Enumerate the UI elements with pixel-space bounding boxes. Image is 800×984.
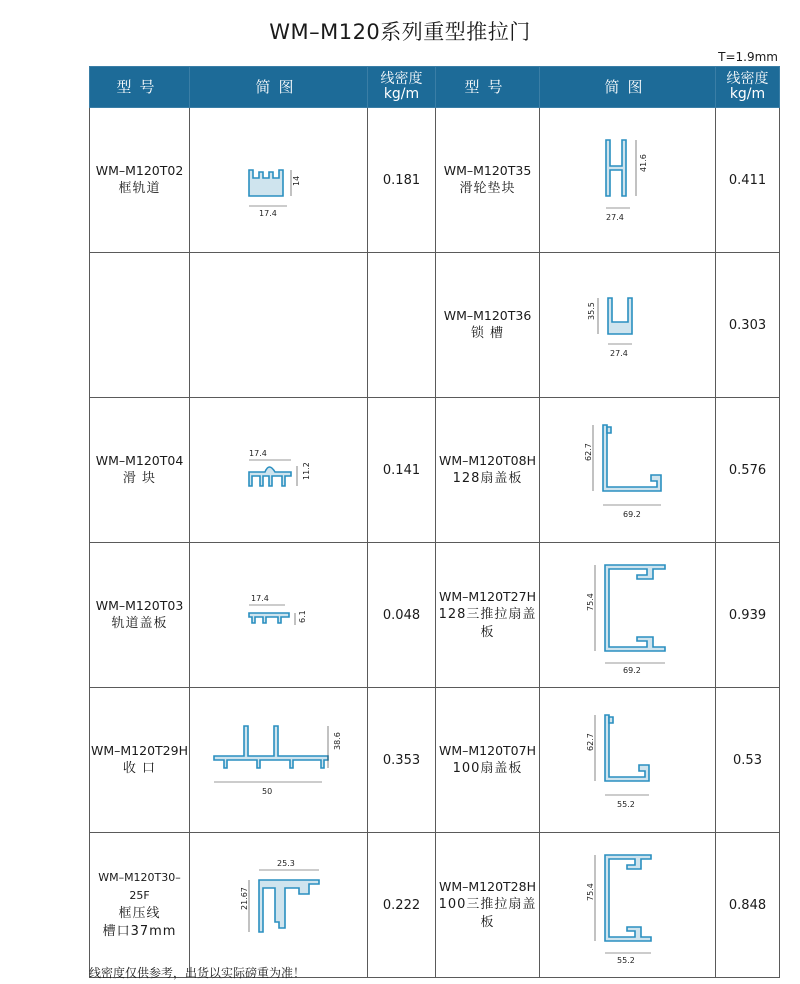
page-title: WM–M120系列重型推拉门	[269, 20, 531, 44]
model-code: WM–M120T08H	[439, 453, 536, 468]
table-row	[90, 688, 780, 833]
profile-drawing	[190, 108, 368, 253]
model-cell	[436, 688, 540, 833]
thickness-note: T=1.9mm	[718, 50, 778, 64]
model-code: WM–M120T07H	[439, 743, 536, 758]
profile-drawing	[190, 253, 368, 398]
weight-value: 0.411	[716, 108, 780, 253]
profile-drawing	[540, 398, 716, 543]
header-type: 型号	[436, 67, 540, 108]
weight-value: 0.303	[716, 253, 780, 398]
profile-drawing	[190, 833, 368, 978]
weight-value	[368, 253, 436, 398]
profile-drawing	[190, 543, 368, 688]
model-cell	[436, 398, 540, 543]
table-row	[90, 398, 780, 543]
header-density: 线密度 kg/m	[716, 67, 780, 108]
dim-label: 55.2	[616, 800, 635, 809]
model-name: 轨道盖板	[111, 616, 168, 631]
dim-label: 14	[291, 175, 301, 186]
model-cell	[436, 253, 540, 398]
profile-drawing	[540, 253, 716, 398]
dim-label: 11.2	[301, 462, 311, 480]
dim-label: 25.3	[276, 859, 295, 868]
model-code: WM–M120T29H	[91, 743, 188, 758]
model-code: WM–M120T28H	[439, 879, 536, 894]
dim-label: 17.4	[250, 594, 269, 603]
model-name: 100三推拉扇盖板	[438, 897, 537, 930]
model-name: 收 口	[122, 761, 157, 776]
dim-label: 69.2	[622, 510, 641, 519]
dim-label: 75.4	[585, 883, 595, 901]
model-name: 框轨道	[118, 181, 161, 196]
model-cell	[90, 398, 190, 543]
weight-value: 0.53	[716, 688, 780, 833]
model-cell	[436, 108, 540, 253]
weight-value: 0.181	[368, 108, 436, 253]
dim-label: 27.4	[605, 213, 624, 222]
table-row	[90, 253, 780, 398]
dim-label: 75.4	[585, 593, 595, 611]
dim-label: 41.6	[638, 154, 648, 172]
profile-drawing	[540, 688, 716, 833]
model-code: WM–M120T27H	[439, 589, 536, 604]
weight-value: 0.353	[368, 688, 436, 833]
model-cell	[90, 108, 190, 253]
model-name: 128三推拉扇盖板	[438, 607, 537, 640]
model-cell	[436, 543, 540, 688]
model-cell	[90, 688, 190, 833]
dim-label: 27.4	[609, 349, 628, 358]
table-header-row	[90, 67, 780, 108]
weight-value: 0.222	[368, 833, 436, 978]
model-name: 框压线	[118, 906, 161, 921]
model-name-line2: 槽口37mm	[102, 924, 177, 939]
header-drawing: 简图	[540, 67, 716, 108]
model-code: WM–M120T30–25F	[98, 871, 181, 902]
model-name: 锁 槽	[470, 326, 505, 341]
model-cell	[90, 543, 190, 688]
dim-label: 62.7	[583, 443, 593, 461]
dim-label: 62.7	[585, 733, 595, 751]
dim-label: 6.1	[297, 610, 307, 623]
model-code: WM–M120T02	[95, 163, 184, 178]
header-drawing: 简图	[190, 67, 368, 108]
model-name: 滑轮垫块	[459, 181, 516, 196]
weight-value: 0.939	[716, 543, 780, 688]
dim-label: 21.67	[239, 887, 249, 910]
table-row	[90, 543, 780, 688]
model-code: WM–M120T36	[443, 308, 532, 323]
profile-drawing	[540, 108, 716, 253]
dim-label: 55.2	[616, 956, 635, 965]
profile-drawing	[190, 688, 368, 833]
dim-label: 17.4	[258, 209, 277, 218]
profile-table	[89, 66, 780, 978]
dim-label: 50	[261, 787, 272, 796]
model-cell	[90, 253, 190, 398]
dim-label: 35.5	[586, 302, 596, 320]
model-code: WM–M120T35	[443, 163, 532, 178]
model-code: WM–M120T03	[95, 598, 184, 613]
weight-value: 0.048	[368, 543, 436, 688]
profile-drawing	[540, 543, 716, 688]
footnote: 线密度仅供参考，出货以实际磅重为准！	[89, 966, 306, 980]
model-code: WM–M120T04	[95, 453, 184, 468]
model-cell	[90, 833, 190, 978]
model-name: 128扇盖板	[452, 471, 523, 486]
weight-value: 0.848	[716, 833, 780, 978]
weight-value: 0.141	[368, 398, 436, 543]
weight-value: 0.576	[716, 398, 780, 543]
table-row	[90, 833, 780, 978]
model-name: 100扇盖板	[452, 761, 523, 776]
header-type: 型号	[90, 67, 190, 108]
dim-label: 38.6	[332, 732, 342, 750]
header-density: 线密度 kg/m	[368, 67, 436, 108]
dim-label: 69.2	[622, 666, 641, 675]
profile-drawing	[190, 398, 368, 543]
model-name: 滑 块	[122, 471, 157, 486]
model-cell	[436, 833, 540, 978]
profile-drawing	[540, 833, 716, 978]
dim-label: 17.4	[248, 449, 267, 458]
table-row	[90, 108, 780, 253]
